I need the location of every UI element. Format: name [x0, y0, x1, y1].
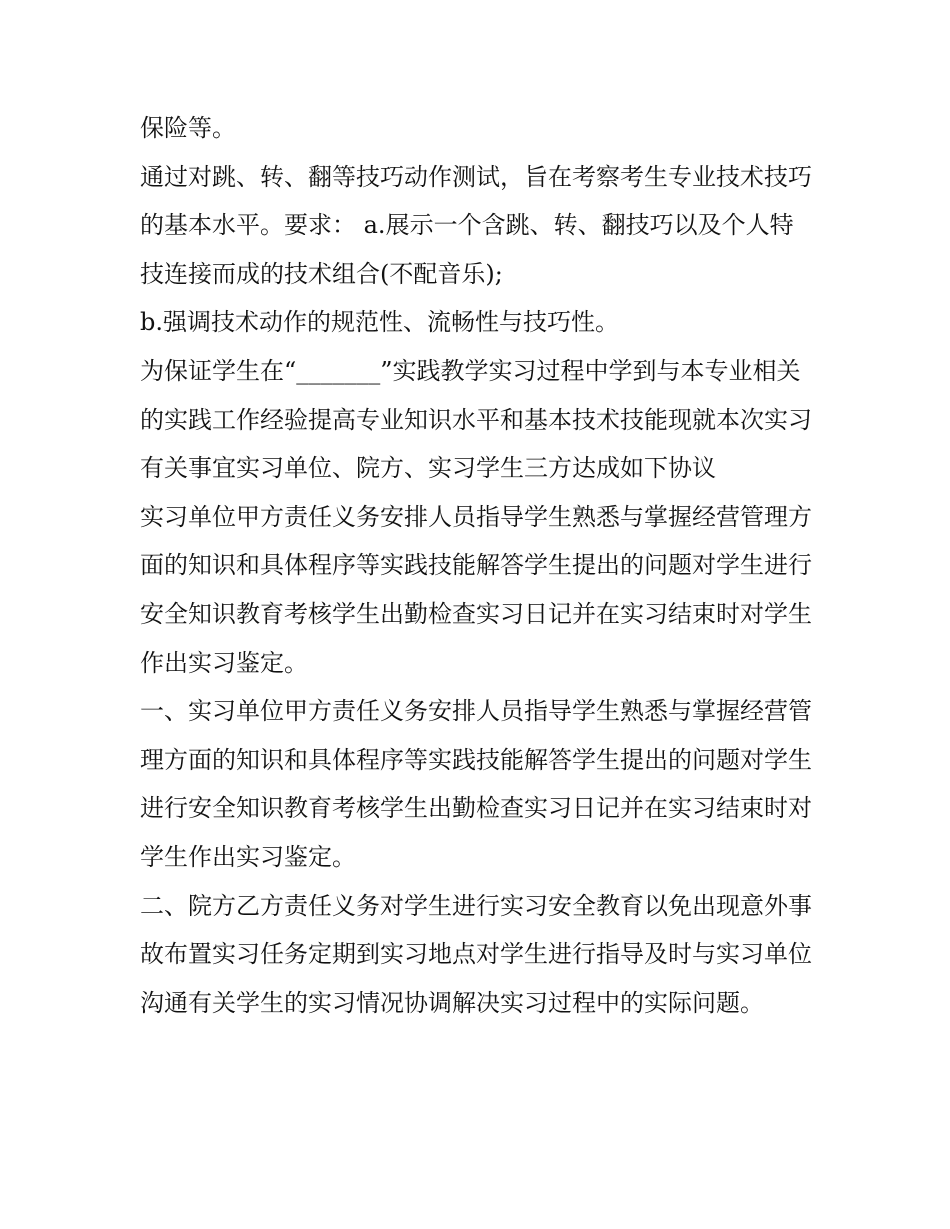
- paragraph-clause-one: 一、实习单位甲方责任义务安排人员指导学生熟悉与掌握经营管理方面的知识和具体程序等实践技能解答学生提出的问题对学生进行安全知识教育考核学生出勤检查实习日记并在实习结束时对学生作出实习鉴定。: [140, 697, 812, 871]
- paragraph-agreement-intro: 为保证学生在“_______”实践教学实习过程中学到与本专业相关的实践工作经验提高专业知识水平和基本技术技能现就本次实习有关事宜实习单位、院方、实习学生三方达成如下协议: [140, 356, 812, 483]
- paragraph-unit-duties: 实习单位甲方责任义务安排人员指导学生熟悉与掌握经营管理方面的知识和具体程序等实践技能解答学生提出的问题对学生进行安全知识教育考核学生出勤检查实习日记并在实习结束时对学生作出实习鉴定。: [140, 502, 812, 677]
- paragraph-insurance: 保险等。: [140, 114, 236, 142]
- document-body: [140, 104, 815, 1027]
- paragraph-requirement-b: b.强调技术动作的规范性、流畅性与技巧性。: [140, 308, 619, 337]
- paragraph-clause-two: 二、院方乙方责任义务对学生进行实习安全教育以免出现意外事故布置实习任务定期到实习地点对学生进行指导及时与实习单位沟通有关学生的实习情况协调解决实习过程中的实际问题。: [140, 891, 812, 1017]
- paragraph-skill-test: 通过对跳、转、翻等技巧动作测试，旨在考察考生专业技术技巧的基本水平。要求： a.展示一个含跳、转、翻技巧以及个人特技连接而成的技术组合(不配音乐);: [140, 162, 812, 288]
